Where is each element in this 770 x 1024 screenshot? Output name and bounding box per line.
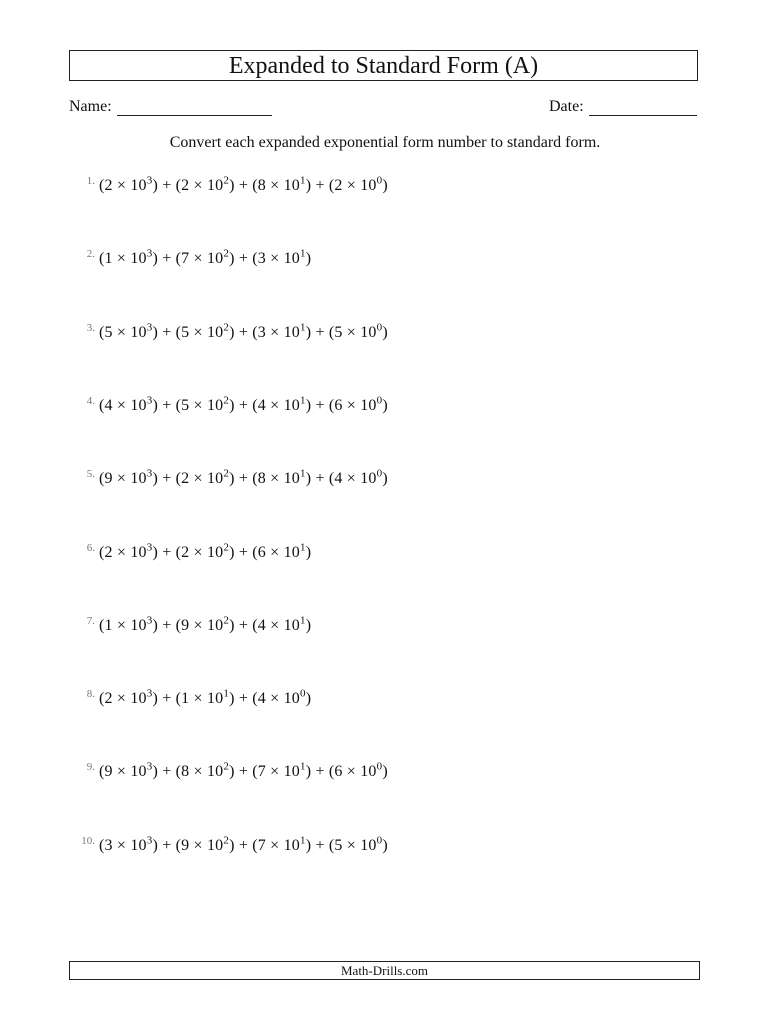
problem-number: 6.	[86, 541, 95, 554]
problem-number: 10.	[81, 834, 95, 847]
problem-expression: $(2 \times 10^3) + (1 \times 10^1) + (4 \times 10^0)$	[99, 687, 312, 708]
problem-number: 1.	[86, 175, 95, 187]
footer-text: Math-Drills.com	[340, 962, 428, 978]
problem-expression: $(5 \times 10^3) + (5 \times 10^2) + (3 \times 10^1) + (5 \times 10^0)$	[99, 321, 388, 341]
problem-expression: $(9 \times 10^3) + (2 \times 10^2) + (8 \times 10^1) + (4 \times 10^0)$	[99, 467, 388, 488]
footer-box	[69, 961, 700, 980]
problem-item	[69, 541, 312, 562]
problem-expression: $(2 \times 10^3) + (2 \times 10^2) + (6 \times 10^1)$	[99, 541, 312, 561]
problem-item	[69, 247, 312, 268]
name-field	[69, 97, 272, 116]
problem-number: 5.	[86, 468, 95, 481]
problem-expression: $(1 \times 10^3) + (9 \times 10^2) + (4 \times 10^1)$	[99, 614, 312, 634]
problem-item	[69, 763, 388, 781]
date-blank-line[interactable]	[589, 97, 697, 116]
problem-expression: $(4 \times 10^3) + (5 \times 10^2) + (4 \times 10^1) + (6 \times 10^0)$	[99, 394, 388, 414]
instructions: Convert each expanded exponential form number to standard form.	[169, 134, 601, 151]
problem-item	[69, 394, 388, 415]
problem-item	[69, 321, 388, 342]
problem-number: 7.	[86, 614, 95, 627]
problem-number: 8.	[86, 688, 95, 701]
name-blank-line[interactable]	[117, 97, 272, 116]
problem-item	[69, 834, 388, 855]
title-box	[69, 50, 698, 81]
problem-number: 3.	[86, 321, 95, 334]
date-field	[549, 97, 697, 116]
problem-item	[69, 614, 312, 635]
problem-item	[69, 687, 312, 708]
page-title: Expanded to Standard Form (A)	[228, 52, 539, 79]
problem-number: 2.	[86, 248, 95, 261]
problem-expression: $(1 \times 10^3) + (7 \times 10^2) + (3 \times 10^1)$	[99, 247, 312, 268]
problem-item	[69, 174, 388, 195]
problem-expression: $(3 \times 10^3) + (9 \times 10^2) + (7 \times 10^1) + (5 \times 10^0)$	[99, 834, 388, 854]
problem-number: 4.	[86, 394, 95, 407]
problem-expression: $(9 \times 10^3) + (8 \times 10^2) + (7 \times 10^1) + (6 \times 10^0)$	[99, 761, 388, 781]
name-label: Name:	[69, 98, 112, 115]
problem-expression: $(2 \times 10^3) + (2 \times 10^2) + (8 \times 10^1) + (2 \times 10^0)$	[99, 174, 388, 194]
problem-number: 9.	[86, 761, 95, 774]
problem-item	[69, 467, 388, 488]
date-label: Date:	[549, 98, 584, 115]
